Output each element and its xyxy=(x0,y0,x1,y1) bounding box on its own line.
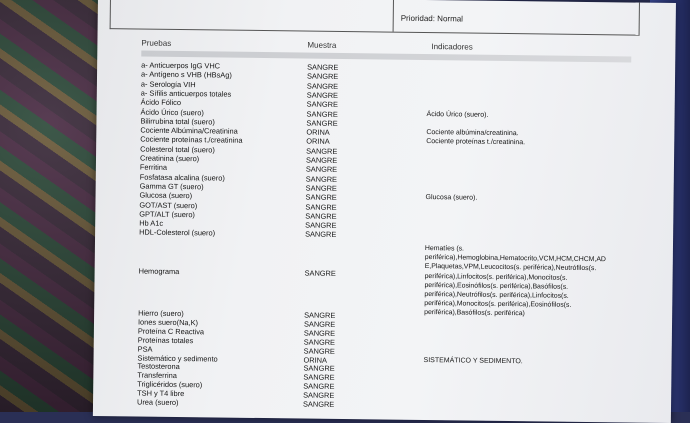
test-name: a- Antígeno s VHB (HBsAg) xyxy=(140,69,232,80)
indicator: Cociente albúmina/creatinina. xyxy=(426,129,519,138)
hemograma-indicator-line: E,Plaquetas,VPM,Leucocitos(s. periférica),Neutrófilos(s. xyxy=(424,263,597,273)
sample-type: SANGRE xyxy=(305,164,338,175)
test-name: a- Anticuerpos IgG VHC xyxy=(141,60,221,71)
hemograma-indicator-line: Hematíes (s. xyxy=(424,245,465,253)
test-name: Urea (suero) xyxy=(136,397,179,408)
test-name: Gamma GT (suero) xyxy=(139,181,204,192)
sample-type: ORINA xyxy=(306,127,330,137)
sample-type: SANGRE xyxy=(302,399,335,409)
hemograma-indicator-line: periférica),Linfocitos(s. periférica),Monocitos(s. xyxy=(424,272,568,282)
sample-type: SANGRE xyxy=(306,146,338,156)
sample-type: SANGRE xyxy=(305,211,337,221)
test-name: TSH y T4 libre xyxy=(137,388,185,399)
sample-type: SANGRE xyxy=(305,192,337,203)
column-header-pruebas: Pruebas xyxy=(141,38,172,48)
sample-type: SANGRE xyxy=(305,174,338,184)
sample-type: SANGRE xyxy=(303,337,336,347)
test-name: a- Sífilis anticuerpos totales xyxy=(140,88,232,99)
test-name: Triglicéridos (suero) xyxy=(137,379,203,390)
sample-type: SANGRE xyxy=(303,319,336,329)
hemograma-indicator-line: periférica),Monocitos(s. periférica),Eosinófilos(s. xyxy=(424,300,572,310)
sample-type: SANGRE xyxy=(306,99,338,110)
test-name: Bilirrubina total (suero) xyxy=(140,116,215,127)
sample-type: SANGRE xyxy=(305,202,337,212)
sample-type: SANGRE xyxy=(306,118,338,128)
test-name: Proteínas totales xyxy=(137,335,194,345)
sample-type: SANGRE xyxy=(306,71,339,82)
test-name: Iones suero(Na,K) xyxy=(137,317,199,328)
test-name: Cociente Albúmina/Creatinina xyxy=(140,125,238,136)
hemograma-indicator-line: periférica),Eosinófilos(s. periférica),Basófilos(s. xyxy=(424,281,569,291)
hemograma-indicator-line: periférica),Basófilos(s. periférica) xyxy=(424,309,525,318)
test-name: Transferrina xyxy=(137,370,177,381)
indicator: Cociente proteínas t./creatinina. xyxy=(426,138,526,147)
lab-request-sheet xyxy=(93,0,676,423)
test-name: Creatinina (suero) xyxy=(139,153,200,164)
test-name: Hierro (suero) xyxy=(138,308,184,319)
column-header-indicadores: Indicadores xyxy=(431,42,473,52)
sample-type: SANGRE xyxy=(304,310,336,320)
priority-label: Prioridad: Normal xyxy=(400,13,464,24)
test-name: GPT/ALT (suero) xyxy=(139,209,195,219)
test-name: Proteína C Reactiva xyxy=(137,326,205,337)
sample-type: SANGRE xyxy=(303,363,335,374)
test-name: Testosterona xyxy=(137,361,180,372)
hemograma-indicators xyxy=(424,244,635,320)
indicator: SISTEMÁTICO Y SEDIMENTO. xyxy=(423,356,523,365)
test-name: PSA xyxy=(137,344,153,354)
sample-type: SANGRE xyxy=(303,372,335,383)
hemograma-indicator-line: periférica),Hemoglobina,Hematocrito,VCM,HCM,CHCM,AD xyxy=(424,254,606,264)
sample-type: ORINA xyxy=(306,136,330,147)
test-name: Sistemático y sedimento xyxy=(137,353,218,363)
hemograma-indicator-line: periférica),Neutrófilos(s. periférica),Linfocitos(s. xyxy=(424,291,569,300)
test-name: a- Serología VIH xyxy=(140,79,196,89)
sample-type: SANGRE xyxy=(306,81,339,91)
test-name: Colesterol total (suero) xyxy=(140,144,215,155)
sample-type: SANGRE xyxy=(305,220,337,231)
sample-type: SANGRE xyxy=(303,390,335,401)
indicator: Glucosa (suero). xyxy=(425,194,478,202)
test-name: Cociente proteínas t./creatinina xyxy=(140,134,243,146)
test-name: Ácido Fólico xyxy=(140,97,182,108)
sample-type: SANGRE xyxy=(303,346,335,356)
column-header-muestra: Muestra xyxy=(307,40,337,50)
test-name: Ferritina xyxy=(139,162,168,173)
sample-type: SANGRE xyxy=(305,183,337,193)
indicator: Ácido Úrico (suero). xyxy=(426,110,489,119)
sample-type: SANGRE xyxy=(306,109,338,119)
test-name: Glucosa (suero) xyxy=(139,190,193,201)
test-name: Hemograma xyxy=(138,266,180,277)
test-name: Hb A1c xyxy=(139,218,164,228)
test-name: Fosfatasa alcalina (suero) xyxy=(139,172,225,183)
test-name: GOT/AST (suero) xyxy=(139,200,198,210)
sample-type: SANGRE xyxy=(304,268,336,278)
sample-type: SANGRE xyxy=(305,155,338,165)
sample-type: ORINA xyxy=(303,355,328,365)
header-box xyxy=(110,0,640,36)
sample-type: SANGRE xyxy=(303,381,335,392)
sample-type: SANGRE xyxy=(303,328,336,338)
sample-type: SANGRE xyxy=(307,62,339,72)
sample-type: SANGRE xyxy=(306,90,339,100)
test-name: HDL-Colesterol (suero) xyxy=(139,227,216,238)
sample-type: SANGRE xyxy=(305,229,337,240)
test-name: Ácido Úrico (suero) xyxy=(140,107,204,117)
header-divider xyxy=(393,0,394,32)
